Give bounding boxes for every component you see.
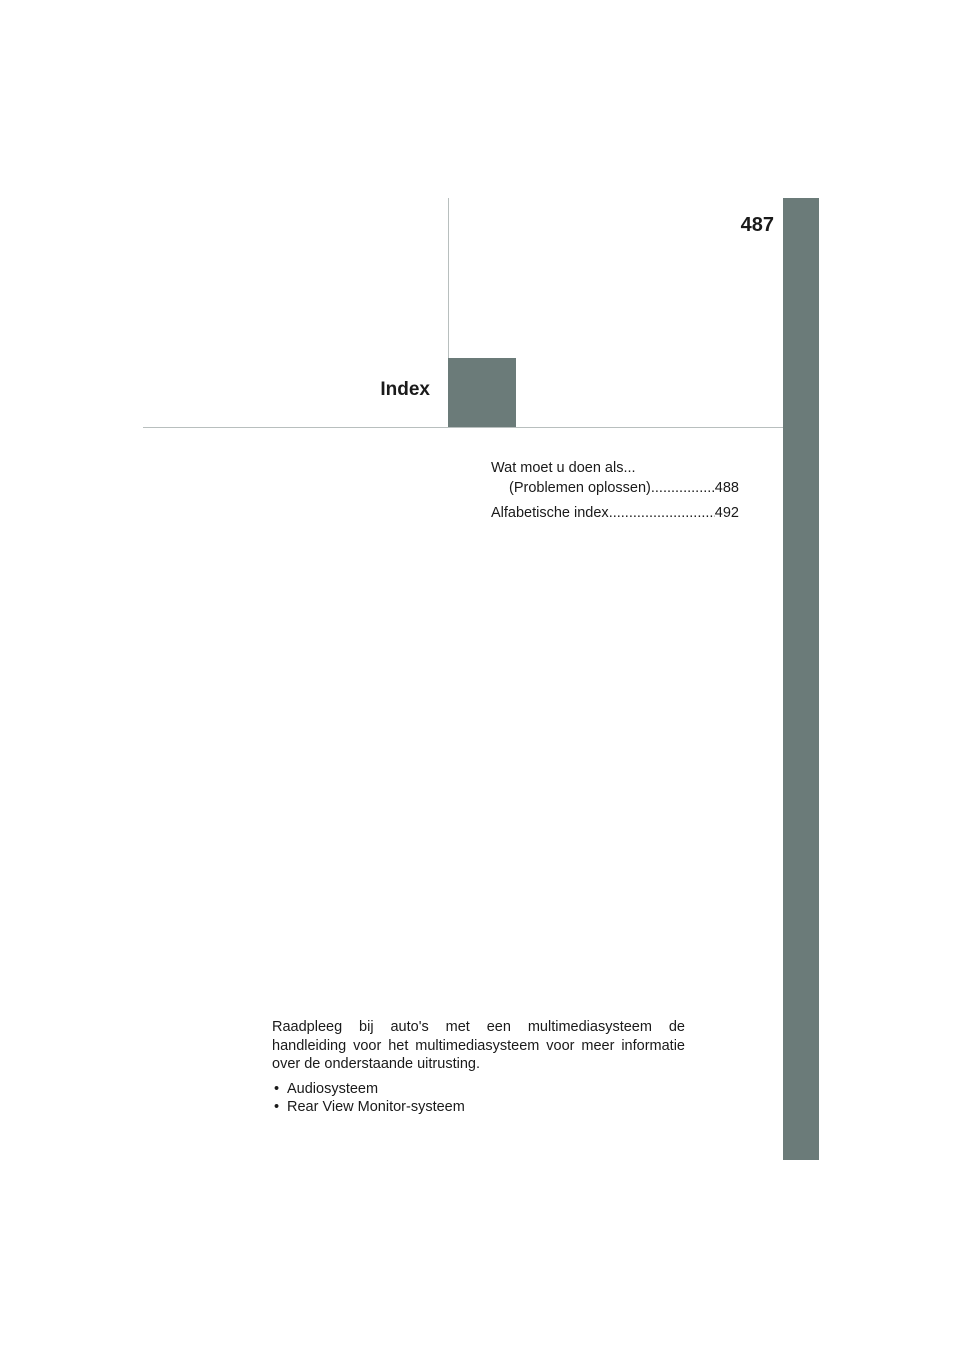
toc-entry-label: Wat moet u doen als... [491,460,636,476]
toc-entry-sublabel: (Problemen oplossen) [509,480,651,496]
list-item [272,1098,685,1117]
multimedia-note [272,1018,685,1117]
side-thumb-tab [783,198,819,1160]
horizontal-rule [143,427,783,428]
toc-entry-troubleshooting[interactable] [491,458,739,498]
toc-page-ref: 488 [714,480,739,496]
page-number: 487 [740,214,774,236]
toc-entry-subtitle-line [491,478,739,498]
bullet-icon: • [274,1099,280,1115]
list-item [272,1080,685,1099]
note-paragraph: Raadpleeg bij auto's met een multimediasysteem de handleiding voor het multimediasysteem voor meer informatie over de onderstaande uitrusting. [272,1019,685,1072]
list-item-label: Audiosysteem [287,1080,379,1097]
section-marker-block [448,358,516,427]
toc-entry-title [491,458,739,478]
note-bullet-list [272,1080,685,1117]
list-item-label: Rear View Monitor-systeem [287,1099,465,1115]
toc-leader-dots [609,503,715,523]
table-of-contents [491,458,739,523]
toc-entry-alphabetical-index[interactable] [491,503,739,523]
toc-leader-dots [651,478,715,498]
toc-page-ref: 492 [714,505,739,521]
section-title: Index [380,379,430,400]
bullet-icon: • [274,1080,280,1097]
toc-entry-label: Alfabetische index [491,505,609,521]
